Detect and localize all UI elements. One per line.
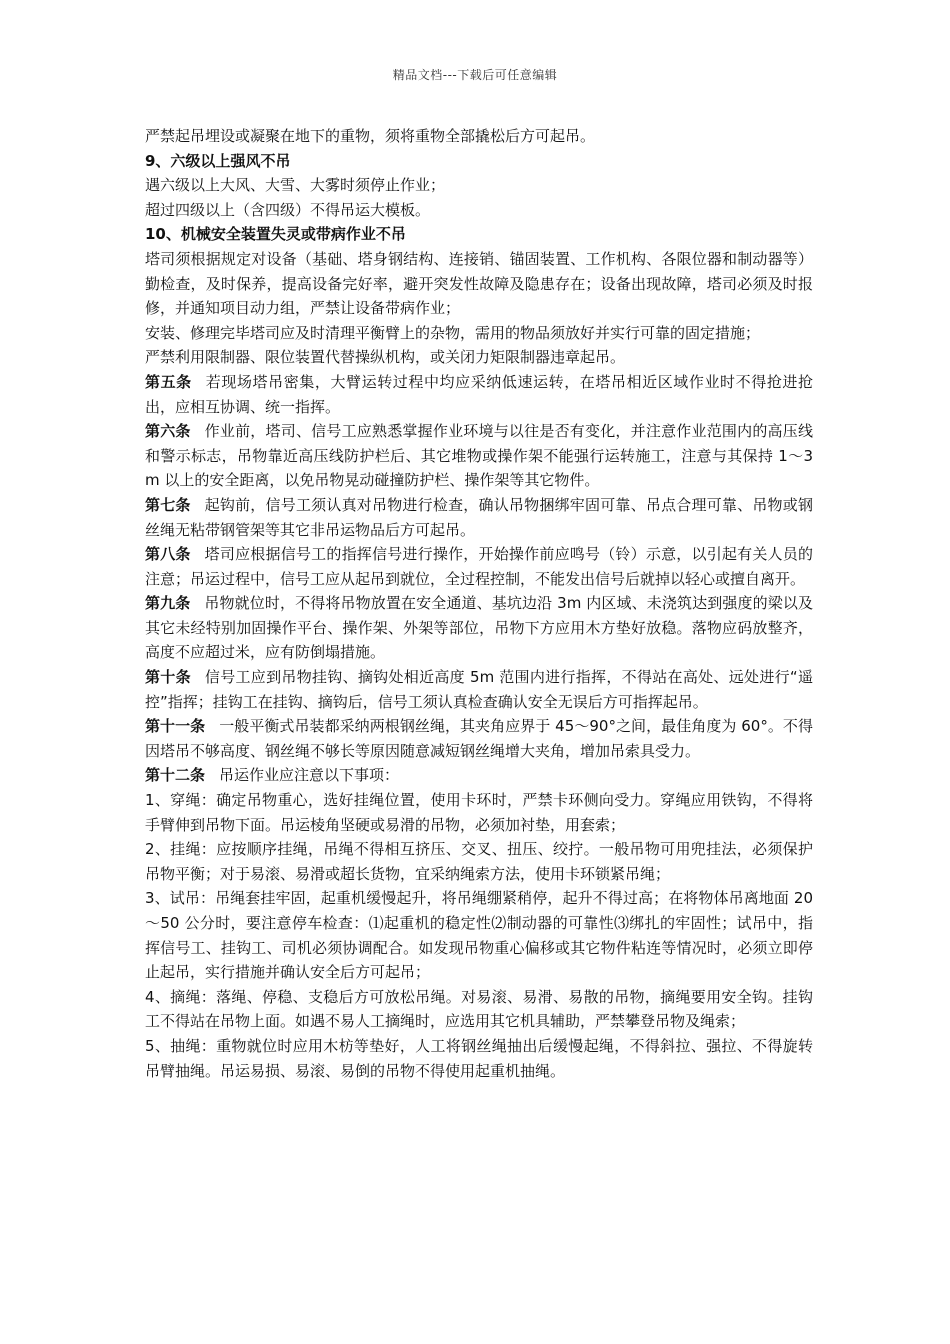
article-label: 第十一条 xyxy=(145,717,206,736)
body-paragraph: 4、摘绳：落绳、停稳、支稳后方可放松吊绳。对易滚、易滑、易散的吊物，摘绳要用安全钩。挂钩工不得站在吊物上面。如遇不易人工摘绳时，应选用其它机具辅助，严禁攀登吊物及绳索； xyxy=(145,987,813,1031)
body-paragraph: 5、抽绳：重物就位时应用木枋等垫好，人工将钢丝绳抽出后缓慢起绳，不得斜拉、强拉、不得旋转吊臂抽绳。吊运易损、易滚、易倒的吊物不得使用起重机抽绳。 xyxy=(145,1036,813,1080)
body-paragraph: 超过四级以上（含四级）不得吊运大模板。 xyxy=(145,200,431,219)
article-paragraph xyxy=(145,542,813,591)
article-text: 一般平衡式吊装都采纳两根钢丝绳，其夹角应界于 45～90°之间，最佳角度为 60°。不得因塔吊不够高度、钢丝绳不够长等原因随意减短钢丝绳增大夹角，增加吊索具受力。 xyxy=(145,717,813,760)
article-label: 第五条 xyxy=(145,372,192,391)
article-paragraph xyxy=(145,763,813,788)
page-header: 精品文档---下载后可任意编辑 xyxy=(392,68,558,82)
body-paragraph: 1、穿绳：确定吊物重心，选好挂绳位置，使用卡环时，严禁卡环侧向受力。穿绳应用铁钩，不得将手臂伸到吊物下面。吊运棱角坚硬或易滑的吊物，必须加衬垫，用套索； xyxy=(145,791,813,834)
section-heading: 9、六级以上强风不吊 xyxy=(145,151,291,170)
article-paragraph xyxy=(145,370,813,419)
article-paragraph xyxy=(145,665,813,714)
article-text: 作业前，塔司、信号工应熟悉掌握作业环境与以往是否有变化，并注意作业范围内的高压线和警示标志，吊物靠近高压线防护栏后、其它堆物或操作架不能强行运转施工，注意与其保持 1～3m 以上的安全距离，以免吊物晃动碰撞防护栏、操作架等其它物件。 xyxy=(145,422,813,490)
article-label: 第十条 xyxy=(145,668,191,687)
article-text: 起钩前，信号工须认真对吊物进行检查，确认吊物捆绑牢固可靠、吊点合理可靠、吊物或钢丝绳无粘带钢管架等其它非吊运物品后方可起吊。 xyxy=(145,495,813,539)
article-paragraph xyxy=(145,493,813,542)
document-body xyxy=(145,124,813,1083)
article-label: 第六条 xyxy=(145,422,191,441)
article-text: 吊运作业应注意以下事项： xyxy=(219,766,400,785)
article-paragraph xyxy=(145,591,813,665)
body-paragraph: 3、试吊：吊绳套挂牢固，起重机缓慢起升，将吊绳绷紧稍停，起升不得过高；在将物体吊离地面 20～50 公分时，要注意停车检查：⑴起重机的稳定性⑵制动器的可靠性⑶绑扎的牢固性；试吊中，指挥信号工、挂钩工、司机必须协调配合。如发现吊物重心偏移或其它物件粘连等情况时，必须立即停止起吊，实行措施并确认安全后方可起吊； xyxy=(145,889,813,982)
article-label: 第九条 xyxy=(145,594,191,613)
body-paragraph: 塔司须根据规定对设备（基础、塔身钢结构、连接销、锚固装置、工作机构、各限位器和制动器等）勤检查，及时保养，提高设备完好率，避开突发性故障及隐患存在；设备出现故障，塔司必须及时报修，并通知项目动力组，严禁让设备带病作业； xyxy=(145,249,813,318)
body-paragraph: 安装、修理完毕塔司应及时清理平衡臂上的杂物，需用的物品须放好并实行可靠的固定措施； xyxy=(145,323,761,342)
body-paragraph: 遇六级以上大风、大雪、大雾时须停止作业； xyxy=(145,176,446,195)
article-paragraph xyxy=(145,419,813,493)
section-heading: 10、机械安全装置失灵或带病作业不吊 xyxy=(145,225,406,244)
article-label: 第七条 xyxy=(145,495,191,514)
article-text: 塔司应根据信号工的指挥信号进行操作，开始操作前应鸣号（铃）示意，以引起有关人员的注意；吊运过程中，信号工应从起吊到就位，全过程控制，不能发出信号后就掉以轻心或擅自离开。 xyxy=(145,545,813,588)
article-text: 吊物就位时，不得将吊物放置在安全通道、基坑边沿 3m 内区域、未浇筑达到强度的梁以及其它未经特别加固操作平台、操作架、外架等部位，吊物下方应用木方垫好放稳。落物应码放整齐，高度不应超过米，应有防倒塌措施。 xyxy=(145,594,813,662)
body-paragraph: 严禁起吊埋设或凝聚在地下的重物，须将重物全部撬松后方可起吊。 xyxy=(145,127,596,145)
body-paragraph: 2、挂绳：应按顺序挂绳，吊绳不得相互挤压、交叉、扭压、绞拧。一般吊物可用兜挂法，必须保护吊物平衡；对于易滚、易滑或超长货物，宜采纳绳索方法，使用卡环锁紧吊绳； xyxy=(145,840,813,883)
body-paragraph: 严禁利用限制器、限位装置代替操纵机构，或关闭力矩限制器违章起吊。 xyxy=(145,348,626,367)
article-label: 第十二条 xyxy=(145,766,206,785)
article-text: 若现场塔吊密集，大臂运转过程中均应采纳低速运转，在塔吊相近区域作业时不得抢进抢出，应相互协调、统一指挥。 xyxy=(145,372,813,416)
article-label: 第八条 xyxy=(145,545,191,564)
article-paragraph xyxy=(145,714,813,763)
article-text: 信号工应到吊物挂钩、摘钩处相近高度 5m 范围内进行指挥，不得站在高处、远处进行“遥控”指挥；挂钩工在挂钩、摘钩后，信号工须认真检查确认安全无误后方可指挥起吊。 xyxy=(145,668,813,711)
